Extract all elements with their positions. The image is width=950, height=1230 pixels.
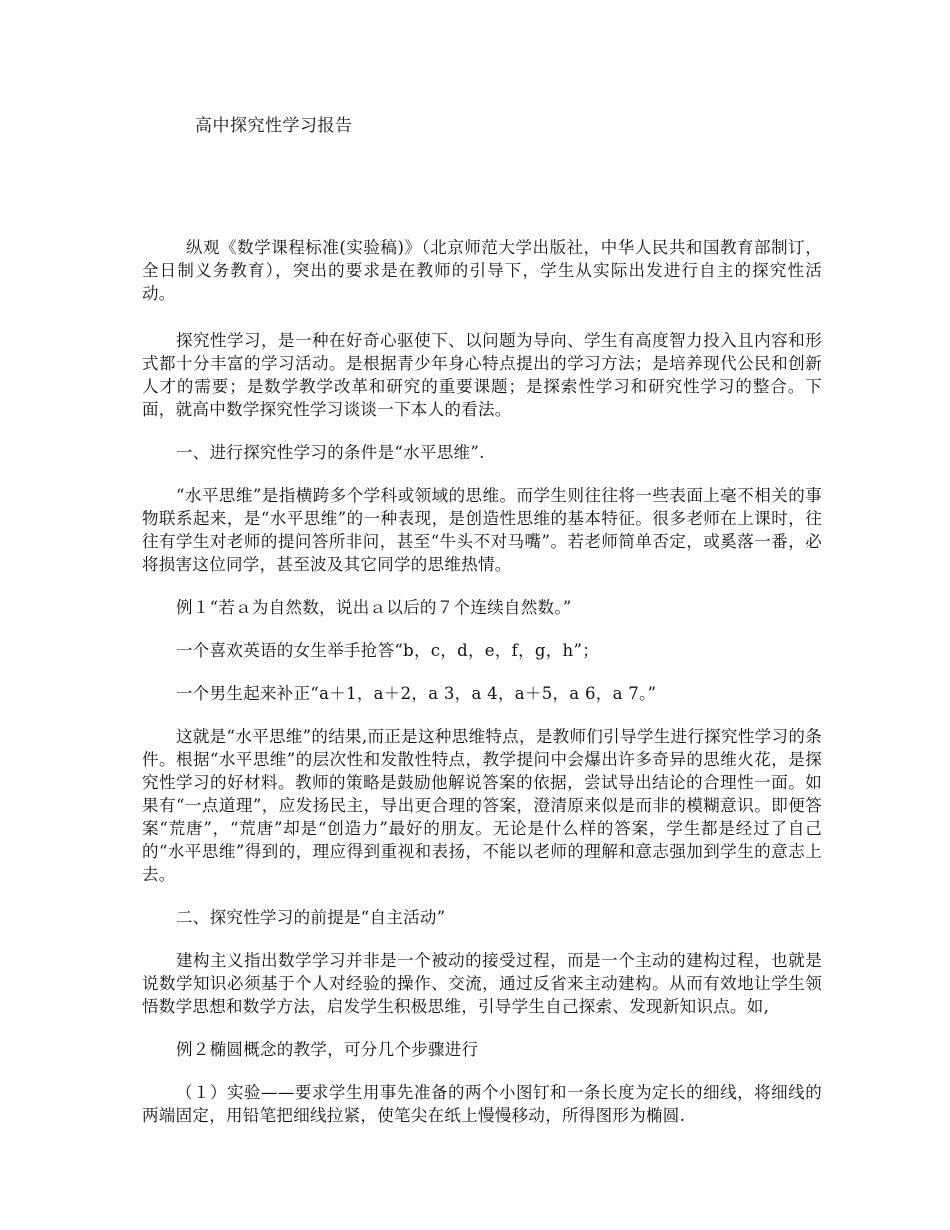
example-2-step-1: （１）实验——要求学生用事先准备的两个小图钉和一条长度为定长的细线，将细线的两端固定，用铅笔把细线拉紧，使笔尖在纸上慢慢移动，所得图形为椭圆. <box>142 1083 822 1125</box>
example-2: 例２椭圆概念的教学，可分几个步骤进行 <box>176 1040 479 1059</box>
document-title: 高中探究性学习报告 <box>195 116 353 136</box>
paragraph-horizontal-thinking: “水平思维”是指横跨多个学科或领域的思维。而学生则往往将一些表面上毫不相关的事物联系起来，是“水平思维”的一种表现，是创造性思维的基本特征。很多老师在上课时，往往有学生对老师的提问答所非问，甚至“牛头不对马嘴”。若老师简单否定，或奚落一番，必将损害这位同学，甚至波及其它同学的思维热情。 <box>142 486 822 574</box>
paragraph-analysis: 这就是“水平思维”的结果,而正是这种思维特点，是教师们引导学生进行探究性学习的条件。根据“水平思维”的层次性和发散性特点，教学提问中会爆出许多奇异的思维火花，是探究性学习的好材料。教师的策略是鼓励他解说答案的依据，尝试导出结论的合理性一面。如果有“一点道理”，应发扬民主，导出更合理的答案，澄清原来似是而非的模糊意识。即便答案“荒唐”，“荒唐”却是“创造力”最好的朋友。无论是什么样的答案，学生都是经过了自己的“水平思维”得到的，理应得到重视和表扬，不能以老师的理解和意志强加到学生的意志上去。 <box>142 727 822 884</box>
example-1-answer-boy: 一个男生起来补正“a＋1，a＋2，a 3，a 4，a＋5，a 6，a 7。” <box>176 684 657 703</box>
example-1: 例１“若ａ为自然数，说出ａ以后的７个连续自然数。” <box>176 598 572 617</box>
section-heading-2: 二、探究性学习的前提是“自主活动” <box>176 908 446 927</box>
paragraph-intro: 纵观《数学课程标准(实验稿)》（北京师范大学出版社，中华人民共和国教育部制订，全日制义务教育），突出的要求是在教师的引导下，学生从实际出发进行自主的探究性活动。 <box>142 238 822 303</box>
document-body <box>142 236 822 1147</box>
paragraph-constructivism: 建构主义指出数学学习并非是一个被动的接受过程，而是一个主动的建构过程，也就是说数学知识必须基于个人对经验的操作、交流，通过反省来主动建构。从而有效地让学生领悟数学思想和数学方法，启发学生积极思维，引导学生自己探索、发现新知识点。如, <box>142 951 822 1016</box>
paragraph-definition: 探究性学习，是一种在好奇心驱使下、以问题为导向、学生有高度智力投入且内容和形式都十分丰富的学习活动。是根据青少年身心特点提出的学习方法；是培养现代公民和创新人才的需要；是数学教学改革和研究的重要课题；是探索性学习和研究性学习的整合。下面，就高中数学探究性学习谈谈一下本人的看法。 <box>142 331 822 419</box>
section-heading-1: 一、进行探究性学习的条件是“水平思维”. <box>176 443 485 462</box>
example-1-answer-girl: 一个喜欢英语的女生举手抢答“b，c，d，e，f，g，h”； <box>176 641 599 660</box>
